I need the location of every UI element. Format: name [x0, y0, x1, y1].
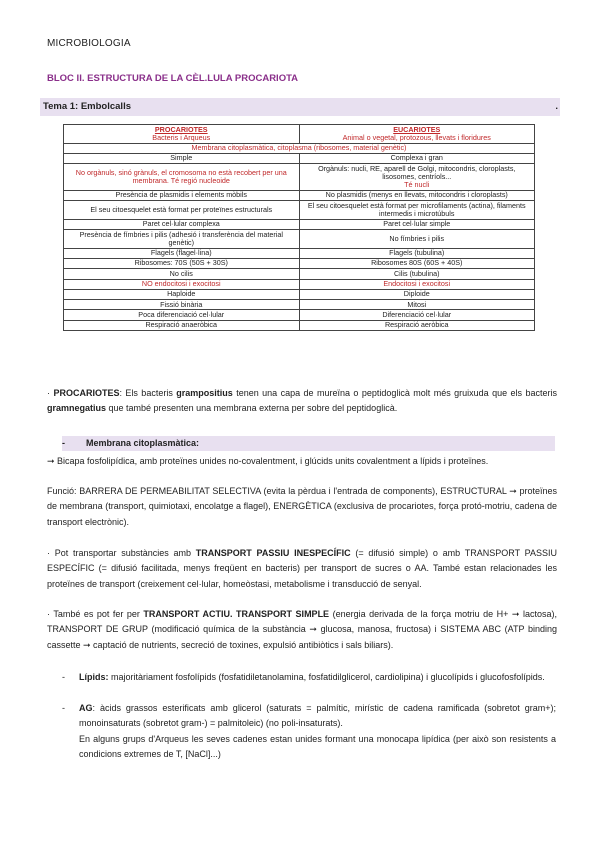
bloc-title: BLOC II. ESTRUCTURA DE LA CÈL.LULA PROCARIOTA	[47, 73, 299, 84]
eucariota-cell: Diferenciació cel·lular	[299, 310, 535, 320]
term-ag: AG	[79, 703, 93, 713]
procariota-cell: Ribosomes: 70S (50S + 30S)	[64, 258, 300, 268]
bullet: ·	[47, 388, 54, 398]
list-item-ag	[62, 701, 556, 763]
col2-title: EUCARIOTES	[393, 124, 441, 134]
eucariota-cell: Endocitosi i exocitosi	[299, 279, 535, 289]
procariota-cell: Paret cel·lular complexa	[64, 219, 300, 229]
eucariota-cell: No fímbries i pilis	[299, 230, 535, 249]
col-procariotes	[64, 125, 300, 144]
paragraph-bicapa: ➞ Bicapa fosfolipídica, amb proteïnes unides no-covalentment, i glúcids units covalentment a lípids i proteïnes.	[47, 456, 489, 466]
eucariota-cell: No plasmidis (menys en llevats, mitocondris i cloroplasts)	[299, 190, 535, 200]
tema-heading	[40, 98, 560, 116]
text-arqueus: En alguns grups d'Arqueus les seves cadenes estan unides formant una monocapa lipídica (per això son resistents a condicions extremes de T, [NaCl]...)	[79, 733, 556, 760]
shared-cell: Membrana citoplasmàtica, citoplasma (ribosomes, material genètic)	[64, 143, 535, 153]
eucariota-cell	[299, 164, 535, 191]
table-row	[64, 269, 535, 279]
text: majoritàriament fosfolípids (fosfatidiletanolamina, fosfatidilglicerol, cardiolipina) i glucolípids i glucofosfolípids.	[108, 672, 545, 682]
term-lipids: Lípids:	[79, 672, 109, 682]
col1-title: PROCARIOTES	[154, 124, 208, 134]
list-item-lipids	[62, 670, 556, 685]
eucariota-cell: Flagels (tubulina)	[299, 248, 535, 258]
text: (= difusió simple) o amb TRANSPORT PASSIU ESPECÍFIC (= difusió facilitada, menys freqüent en bacteris) per transport de sucres o AA. També estan relacionades les proteïnes de transport (creixement cel·lular, homeòstasi, metabolisme i transducció de senyal.	[47, 548, 557, 589]
table-row	[64, 289, 535, 299]
procariota-cell: Simple	[64, 153, 300, 163]
procariota-cell: NO endocitosi i exocitosi	[64, 279, 300, 289]
procariota-cell: Presència de plasmidis i elements mòbils	[64, 190, 300, 200]
table-row	[64, 230, 535, 249]
membrana-title: Membrana citoplasmàtica:	[86, 438, 200, 448]
organuls-text: Orgànuls: nucli, RE, aparell de Golgi, mitocondris, cloroplasts, lisosomes, centríols...	[318, 163, 516, 181]
table-row	[64, 300, 535, 310]
procariota-cell: Flagels (flagel·lina)	[64, 248, 300, 258]
eucariota-cell: Ribosomes 80S (60S + 40S)	[299, 258, 535, 268]
text: : àcids grassos esterificats amb glicerol (saturats = palmític, mirístic de cadena ramificada (sobretot gram+); monoinsaturats (sobretot gram-) = palmitoleic) (no poli-insaturats).	[79, 703, 556, 729]
table-row	[64, 153, 535, 163]
text: · Pot transportar substàncies amb	[47, 548, 196, 558]
paragraph-transport-passiu	[47, 546, 557, 592]
text: · També es pot fer per	[47, 609, 144, 619]
comparison-table	[63, 124, 535, 331]
membrana-heading	[62, 436, 555, 451]
table-row	[64, 258, 535, 268]
dash: -	[62, 672, 65, 682]
dash: -	[62, 703, 65, 713]
dash: -	[62, 438, 65, 448]
term-grampositius: grampositius	[176, 388, 233, 398]
document-header: MICROBIOLOGIA	[47, 38, 131, 49]
eucariota-cell: Respiració aeròbica	[299, 320, 535, 330]
tema-dot: .	[555, 101, 558, 112]
table-row	[64, 248, 535, 258]
procariota-cell: Respiració anaeròbica	[64, 320, 300, 330]
table-row	[64, 279, 535, 289]
procariota-cell: Presència de fímbries i pilis (adhesió i transferència del material genètic)	[64, 230, 300, 249]
procariota-cell: Poca diferenciació cel·lular	[64, 310, 300, 320]
procariota-cell: No cilis	[64, 269, 300, 279]
table-row	[64, 320, 535, 330]
col-eucariotes	[299, 125, 535, 144]
nucli-text: Té nucli	[404, 180, 430, 190]
term-transport-passiu: TRANSPORT PASSIU INESPECÍFIC	[195, 548, 351, 558]
tema-title: Tema 1: Embolcalls	[43, 101, 131, 112]
table-row	[64, 219, 535, 229]
eucariota-cell: Cilis (tubulina)	[299, 269, 535, 279]
eucariota-cell: Complexa i gran	[299, 153, 535, 163]
paragraph-transport-actiu	[47, 607, 557, 653]
text: tenen una capa de mureïna o peptidoglicà molt més gruixuda que els bacteris	[232, 388, 557, 398]
col1-sub: Bacteris i Arqueus	[152, 132, 211, 142]
table-header-row	[64, 125, 535, 144]
text: (energia derivada de la força motriu de H+ ➞ lactosa), TRANSPORT DE GRUP (modificació química de la substància ➞ glucosa, manosa, fructosa) i SISTEMA ABC (ATP binding cassette ➞ captació de nutrients, secreció de toxines, expulsió antibiòtics i sals biliars).	[47, 609, 557, 650]
col2-sub: Animal o vegetal, protozous, llevats i floridures	[342, 132, 491, 142]
term-transport-actiu: TRANSPORT ACTIU. TRANSPORT SIMPLE	[143, 609, 330, 619]
term-gramnegatius: gramnegatius	[47, 403, 107, 414]
paragraph-procariotes	[47, 386, 557, 417]
paragraph-funcio: Funció: BARRERA DE PERMEABILITAT SELECTIVA (evita la pèrdua i l'entrada de components), ESTRUCTURAL ➞ proteïnes de membrana (transport, quimiotaxi, encolatge a flagel), ENERGÈTICA (exclusiva de procariotes, força protó-motriu, cadena de transport electrònic).	[47, 486, 557, 527]
table-row	[64, 190, 535, 200]
procariota-cell: Haploide	[64, 289, 300, 299]
eucariota-cell: Paret cel·lular simple	[299, 219, 535, 229]
term-procariotes: PROCARIOTES	[53, 388, 120, 398]
table-row	[64, 164, 535, 191]
procariota-cell: Fissió binària	[64, 300, 300, 310]
text: : Els bacteris	[119, 388, 177, 398]
procariota-cell: No orgànuls, sinó grànuls, el cromosoma no està recobert per una membrana. Té regió nucleoide	[64, 164, 300, 191]
eucariota-cell: Mitosi	[299, 300, 535, 310]
eucariota-cell: El seu citoesquelet està format per microfilaments (actina), filaments intermedis i microtúbuls	[299, 201, 535, 220]
table-shared-row	[64, 143, 535, 153]
eucariota-cell: Diploide	[299, 289, 535, 299]
table-row	[64, 201, 535, 220]
table-row	[64, 310, 535, 320]
procariota-cell: El seu citoesquelet està format per proteïnes estructurals	[64, 201, 300, 220]
text: que també presenten una membrana externa per sobre del peptidoglicà.	[106, 403, 398, 414]
